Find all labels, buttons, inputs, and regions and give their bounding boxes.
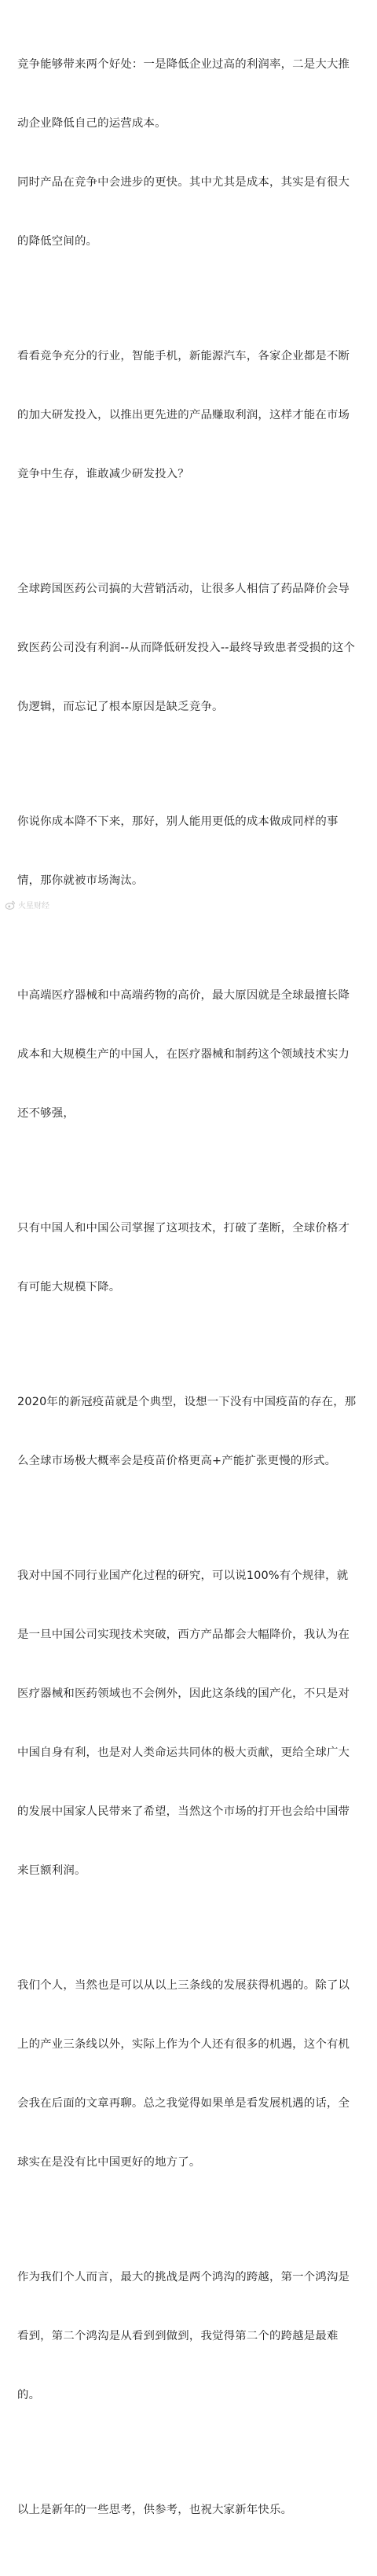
text-line: 有可能大规模下降。 (17, 1281, 121, 1294)
watermark-text: 火星财经 (18, 902, 49, 911)
weibo-logo-icon (5, 900, 16, 911)
text-line: 的。 (17, 2389, 41, 2401)
text-line: 上的产业三条线以外，实际上作为个人还有很多的机遇，这个有机 (17, 2038, 350, 2051)
text-line: 全球跨国医药公司搞的大营销活动，让很多人相信了药品降价会导 (17, 583, 350, 595)
text-line: 我们个人，当然也是可以从以上三条线的发展获得机遇的。除了以 (17, 1979, 350, 1992)
text-line: 2020年的新冠疫苗就是个典型，设想一下没有中国疫苗的存在，那 (17, 1396, 357, 1408)
text-line: 动企业降低自己的运营成本。 (17, 117, 167, 130)
text-line: 你说你成本降不下来，那好，别人能用更低的成本做成同样的事 (17, 815, 339, 828)
text-line: 中国自身有利，也是对人类命运共同体的极大贡献，更给全球广大 (17, 1746, 350, 1759)
text-line: 竞争能够带来两个好处：一是降低企业过高的利润率，二是大大推 (17, 58, 350, 71)
paragraph-6 (17, 1179, 361, 1337)
paragraph-8 (17, 1527, 361, 1920)
paragraph-5 (17, 947, 361, 1163)
text-line: 竞争中生存，谁敢减少研发投入？ (17, 468, 189, 480)
paragraph-10 (17, 2228, 361, 2445)
text-line: 的加大研发投入，以推出更先进的产品赚取利润，这样才能在市场 (17, 409, 350, 421)
text-line: 致医药公司没有利润--从而降低研发投入--最终导致患者受损的这个 (17, 642, 356, 654)
text-line: 的发展中国家人民带来了希望，当然这个市场的打开也会给中国带 (17, 1805, 350, 1818)
text-line: 我对中国不同行业国产化过程的研究，可以说100%有个规律，就 (17, 1570, 349, 1582)
text-line: 伪逻辑，而忘记了根本原因是缺乏竞争。 (17, 701, 224, 713)
paragraph-2 (17, 307, 361, 524)
text-line: 中高端医疗器械和中高端药物的高价，最大原因就是全球最擅长降 (17, 989, 350, 1002)
text-line: 是一旦中国公司实现技术突破，西方产品都会大幅降价，我认为在 (17, 1628, 350, 1641)
text-line: 同时产品在竞争中会进步的更快。其中尤其是成本，其实是有很大 (17, 176, 350, 189)
text-line: 么全球市场极大概率会是疫苗价格更高+产能扩张更慢的形式。 (17, 1455, 337, 1467)
watermark (5, 899, 49, 911)
paragraph-9 (17, 1937, 361, 2212)
text-line: 还不够强， (17, 1107, 75, 1120)
text-line: 来巨额利润。 (17, 1864, 86, 1877)
text-line: 医疗器械和医药领域也不会例外，因此这条线的国产化，不只是对 (17, 1687, 350, 1700)
paragraph-7 (17, 1353, 361, 1511)
text-line: 作为我们个人而言，最大的挑战是两个鸿沟的跨越，第一个鸿沟是 (17, 2271, 350, 2283)
text-line: 成本和大规模生产的中国人，在医疗器械和制药这个领域技术实力 (17, 1048, 350, 1061)
text-line: 会我在后面的文章再聊。总之我觉得如果单是看发展机遇的话，全 (17, 2097, 350, 2110)
article-body (17, 16, 361, 2576)
paragraph-11 (17, 2461, 361, 2559)
text-line: 看看竞争充分的行业，智能手机，新能源汽车，各家企业都是不断 (17, 350, 350, 362)
text-line: 情，那你就被市场淘汰。 (17, 874, 144, 887)
paragraph-3 (17, 540, 361, 756)
text-line: 球实在是没有比中国更好的地方了。 (17, 2156, 201, 2169)
text-line: 以上是新年的一些思考，供参考，也祝大家新年快乐。 (17, 2504, 293, 2516)
text-line: 只有中国人和中国公司掌握了这项技术，打破了垄断，全球价格才 (17, 1222, 350, 1235)
text-line: 的降低空间的。 (17, 235, 98, 248)
paragraph-1 (17, 16, 361, 291)
paragraph-4 (17, 773, 361, 930)
text-line: 看到，第二个鸿沟是从看到到做到，我觉得第二个的跨越是最难 (17, 2330, 339, 2342)
